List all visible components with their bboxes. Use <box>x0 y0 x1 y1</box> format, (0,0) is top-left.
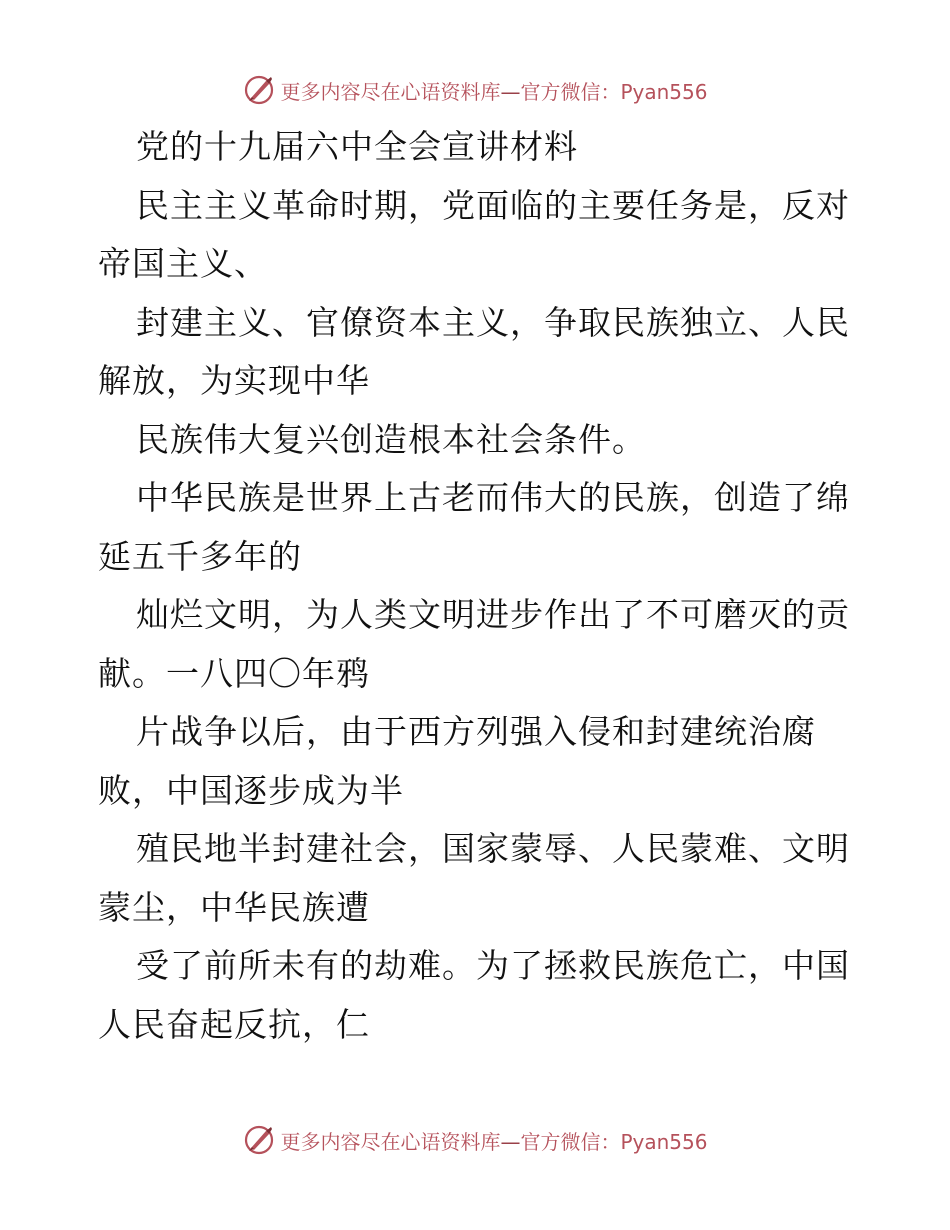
paragraph-8: 受了前所未有的劫难。为了拯救民族危亡，中国人民奋起反抗，仁 <box>98 946 850 1044</box>
header-watermark-banner <box>0 70 950 110</box>
header-watermark-text: 更多内容尽在心语资料库—官方微信：Pyan556 <box>280 79 708 104</box>
document-title: 党的十九届六中全会宣讲材料 <box>136 127 578 166</box>
paragraph-2: 封建主义、官僚资本主义，争取民族独立、人民解放，为实现中华 <box>98 302 850 400</box>
document-body <box>98 118 858 1054</box>
quill-pen-logo-icon <box>242 73 276 107</box>
paragraph-7: 殖民地半封建社会，国家蒙辱、人民蒙难、文明蒙尘，中华民族遭 <box>98 829 850 927</box>
paragraph-4: 中华民族是世界上古老而伟大的民族，创造了绵延五千多年的 <box>98 478 850 576</box>
quill-pen-logo-icon <box>242 1123 276 1157</box>
paragraph-6: 片战争以后，由于西方列强入侵和封建统治腐败，中国逐步成为半 <box>98 712 816 810</box>
paragraph-3: 民族伟大复兴创造根本社会条件。 <box>136 419 646 459</box>
footer-watermark-text: 更多内容尽在心语资料库—官方微信：Pyan556 <box>280 1129 708 1154</box>
footer-watermark-banner <box>0 1120 950 1160</box>
paragraph-5: 灿烂文明，为人类文明进步作出了不可磨灭的贡献。一八四〇年鸦 <box>98 595 850 693</box>
paragraph-1: 民主主义革命时期，党面临的主要任务是，反对帝国主义、 <box>98 185 850 283</box>
